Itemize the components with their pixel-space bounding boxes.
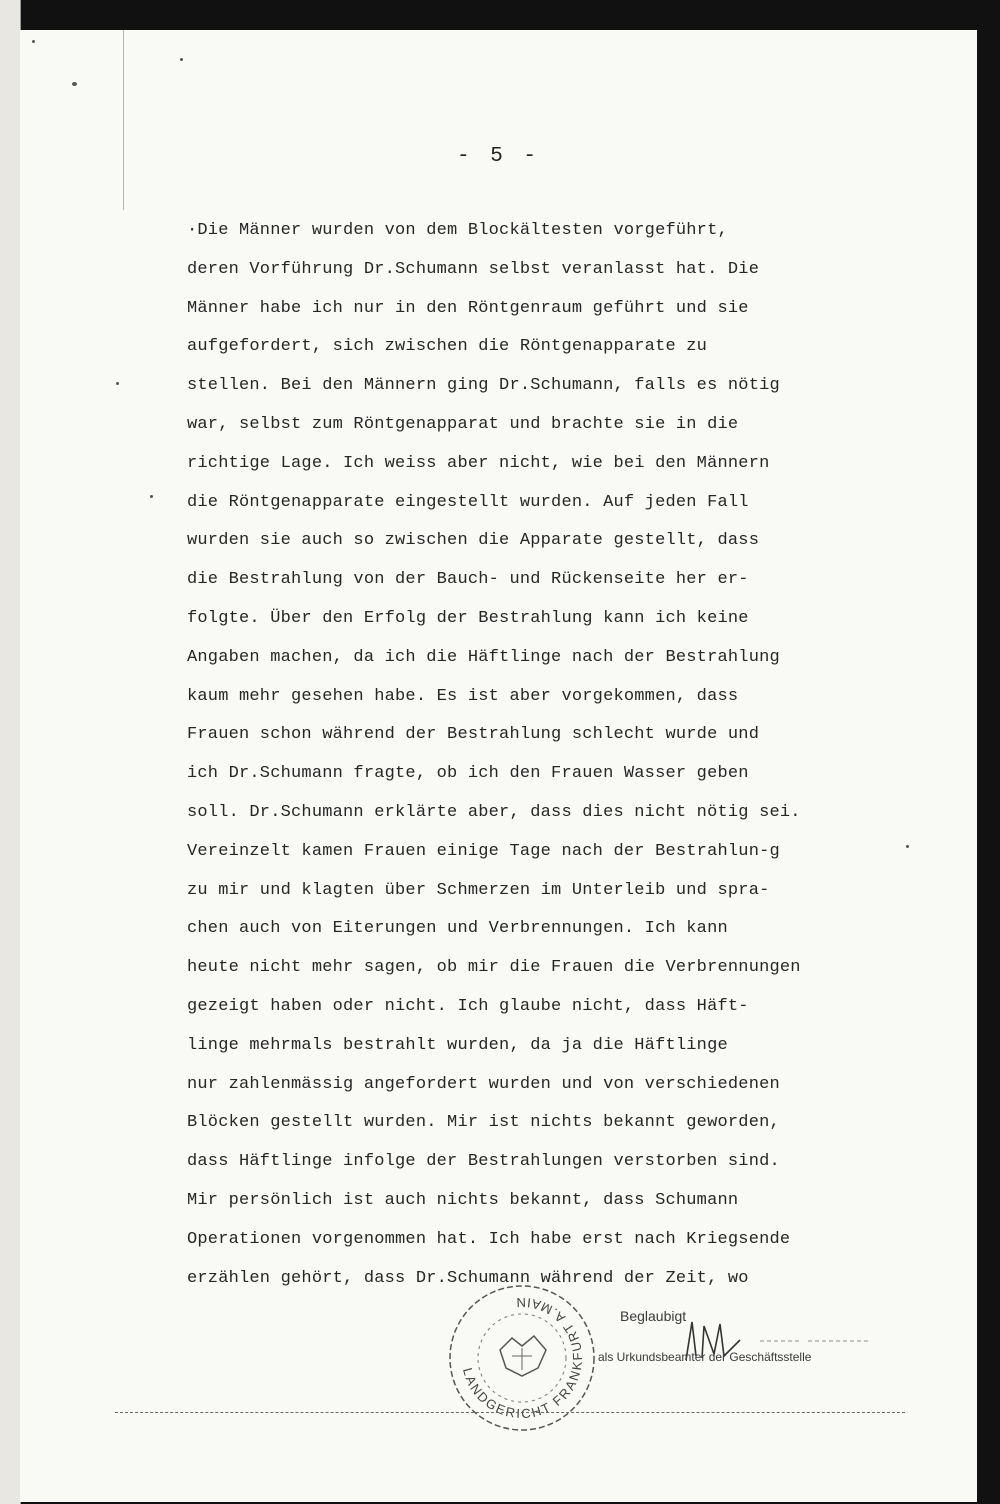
certification-label: Beglaubigt <box>620 1308 687 1324</box>
stamp-text: LANDGERICHT FRANKFURT A.MAIN <box>459 1294 586 1422</box>
speck <box>180 58 183 61</box>
text-line: soll. Dr.Schumann erklärte aber, dass dies nicht nötig sei. <box>187 802 801 822</box>
text-line: gezeigt haben oder nicht. Ich glaube nicht, dass Häft- <box>187 996 749 1016</box>
binding-strip <box>0 0 21 1504</box>
text-line: Männer habe ich nur in den Röntgenraum geführt und sie <box>187 298 749 318</box>
text-line: Frauen schon während der Bestrahlung schlecht wurde und <box>187 725 760 745</box>
court-seal-stamp <box>442 1278 602 1438</box>
text-line: Blöcken gestellt wurden. Mir ist nichts bekannt geworden, <box>187 1113 780 1133</box>
text-line: kaum mehr gesehen habe. Es ist aber vorgekommen, dass <box>187 686 739 706</box>
text-line: heute nicht mehr sagen, ob mir die Frauen die Verbrennungen <box>187 958 801 978</box>
text-line: Mir persönlich ist auch nichts bekannt, dass Schumann <box>187 1190 739 1210</box>
text-line: war, selbst zum Röntgenapparat und brachte sie in die <box>187 414 739 434</box>
text-line: Angaben machen, da ich die Häftlinge nach der Bestrahlung <box>187 647 780 667</box>
speck <box>116 382 119 385</box>
text-line: chen auch von Eiterungen und Verbrennungen. Ich kann <box>187 919 728 939</box>
text-line: folgte. Über den Erfolg der Bestrahlung kann ich keine <box>187 608 749 628</box>
text-line: wurden sie auch so zwischen die Apparate gestellt, dass <box>187 531 760 551</box>
margin-line <box>123 30 124 210</box>
text-line: Vereinzelt kamen Frauen einige Tage nach der Bestrahlun-g <box>187 841 780 861</box>
text-line: stellen. Bei den Männern ging Dr.Schumann, falls es nötig <box>187 376 780 396</box>
text-line: deren Vorführung Dr.Schumann selbst veranlasst hat. Die <box>187 259 760 279</box>
page-number: - 5 - <box>456 145 540 168</box>
speck <box>32 40 35 43</box>
bottom-rule <box>115 1412 905 1414</box>
text-line: ich Dr.Schumann fragte, ob ich den Frauen Wasser geben <box>187 764 749 784</box>
speck <box>150 495 153 498</box>
text-line: richtige Lage. Ich weiss aber nicht, wie bei den Männern <box>187 453 770 473</box>
faded-stamp-mark <box>760 1336 870 1346</box>
text-line: nur zahlenmässig angefordert wurden und von verschiedenen <box>187 1074 780 1094</box>
text-line: dass Häftlinge infolge der Bestrahlungen verstorben sind. <box>187 1152 780 1172</box>
text-line: die Bestrahlung von der Bauch- und Rückenseite her er- <box>187 570 749 590</box>
text-line: aufgefordert, sich zwischen die Röntgenapparate zu <box>187 337 708 357</box>
text-line: erzählen gehört, dass Dr.Schumann während der Zeit, wo <box>187 1268 749 1288</box>
body-text <box>187 212 907 1298</box>
speck <box>906 845 909 848</box>
certification-role: als Urkundsbeamter der Geschäftsstelle <box>598 1350 812 1364</box>
document-page <box>20 30 977 1502</box>
text-line: die Röntgenapparate eingestellt wurden. Auf jeden Fall <box>187 492 749 512</box>
text-line: linge mehrmals bestrahlt wurden, da ja die Häftlinge <box>187 1035 728 1055</box>
text-line: zu mir und klagten über Schmerzen im Unterleib und spra- <box>187 880 770 900</box>
text-line: ·Die Männer wurden von dem Blockältesten vorgeführt, <box>187 221 728 240</box>
text-line: Operationen vorgenommen hat. Ich habe erst nach Kriegsende <box>187 1229 791 1249</box>
speck <box>72 82 77 86</box>
